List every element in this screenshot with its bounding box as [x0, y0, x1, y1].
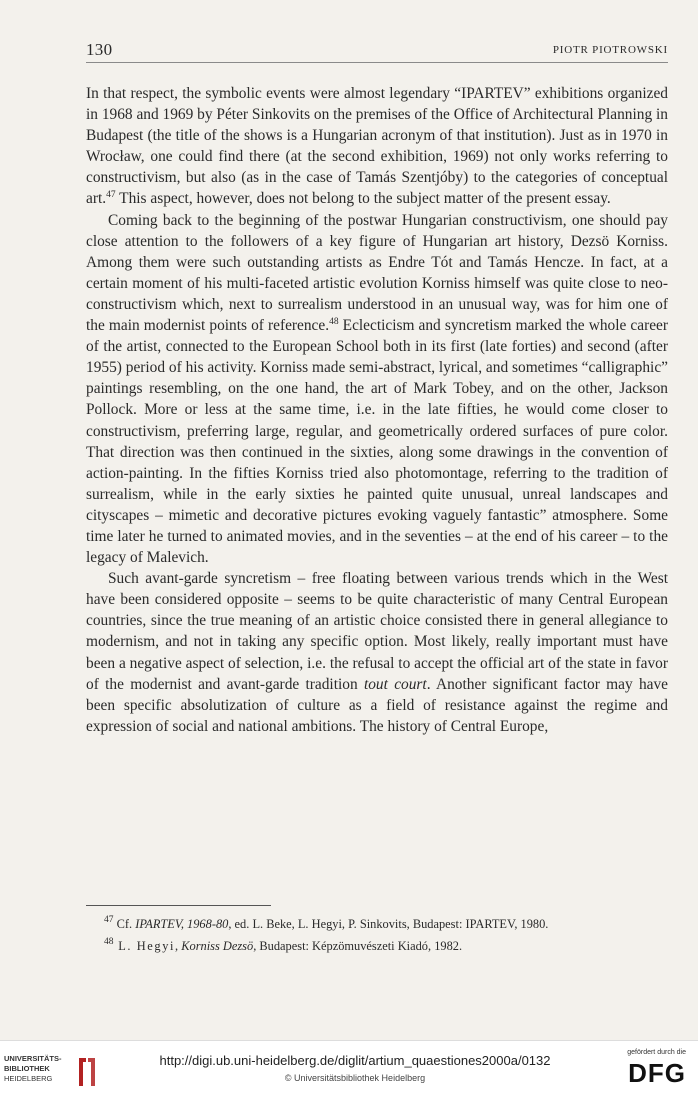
footnote-48: [86, 938, 668, 956]
body-text: [86, 83, 668, 737]
library-name: [4, 1054, 62, 1084]
footnote-rule: [86, 905, 271, 906]
page-number: 130: [86, 40, 113, 59]
paragraph-3-italic: tout court: [363, 675, 427, 693]
copyright-notice: © Universitätsbibliothek Heidelberg: [284, 1073, 426, 1083]
library-name-line2: BIBLIOTHEK: [4, 1064, 50, 1073]
paragraph-1-text-a: In that respect, the symbolic events were almost legendary “IPARTEV” exhibitions organized in 1968 and 1969 by Péter Sinkovits on the premises of the Office of Architectural Planning in Budapest (the title of the shows is a Hungarian acronym of that institution). Just as in 1970 in Wrocław, one could find there (at the second exhibition, 1969) not only works referring to constructivism, but also (as in the case of Tamás Szentjóby) to the categories of conceptual art.: [86, 85, 668, 208]
footnote-48-post: , Budapest: Képzömuvészeti Kiadó, 1982.: [253, 938, 463, 953]
header-rule: [86, 62, 668, 63]
dfg-logo[interactable]: [606, 1049, 686, 1089]
dfg-wordmark: DFG: [628, 1058, 686, 1088]
footnote-47-number: 47: [104, 915, 114, 925]
page-header: [86, 40, 668, 64]
library-name-line3: HEIDELBERG: [4, 1074, 53, 1083]
footnotes: [86, 916, 668, 959]
footnote-47-post: , ed. L. Beke, L. Hegyi, P. Sinkovits, Budapest: IPARTEV, 1980.: [228, 917, 549, 931]
footnote-48-number: 48: [104, 936, 114, 947]
footnote-48-sep: ,: [175, 938, 182, 953]
funded-by-label: gefördert durch die: [627, 1049, 686, 1056]
paragraph-3: [86, 568, 668, 737]
footnote-48-author: L. Hegyi: [113, 938, 176, 953]
library-emblem-icon: [76, 1054, 98, 1090]
paragraph-3-text-a: Such avant-garde syncretism – free floating between various trends which in the West have been considered opposite – seems to be quite characteristic of many Central European countries, since the true meaning of an artistic choice consisted there in general allegiance to modernism, and not in taking any specific option. Most likely, really important must have been a negative aspect of selection, i.e. the refusal to accept the official art of the state in favor of the modernist and avant-garde tradition: [86, 570, 668, 693]
permalink-url[interactable]: http://digi.ub.uni-heidelberg.de/diglit/artium_quaestiones2000a/0132: [159, 1053, 551, 1068]
footnote-47-pre: Cf.: [113, 917, 136, 931]
footnote-ref-47: 47: [106, 190, 116, 201]
running-head: PIOTR PIOTROWSKI: [552, 44, 668, 56]
footnote-48-title: Korniss Dezsö: [181, 938, 254, 953]
digitization-footer: [0, 1040, 698, 1093]
paragraph-1-text-b: This aspect, however, does not belong to the subject matter of the present essay.: [115, 190, 611, 208]
footnote-ref-48: 48: [329, 317, 339, 328]
paragraph-2: [86, 210, 668, 569]
footnote-47: [86, 916, 668, 934]
paragraph-2-text-b: Eclecticism and syncretism marked the whole career of the artist, connected to the European School both in its first (late forties) and second (after 1955) period of his activity. Korniss made semi-abstract, lyrical, and sometimes “calligraphic” paintings resembling, on the one hand, the art of Mark Tobey, and on the other, Jackson Pollock. More or less at the same time, i.e. in the late fifties, he would come closer to constructivism, preferring large, regular, and geometrically ordered surfaces of pure color. That direction was then continued in the sixties, along some drawings in the convention of action-painting. In the fifties Korniss tried also photomontage, referring to the tradition of surrealism, while in the early sixties he painted quite unusual, unreal landscapes and cityscapes – mimetic and decorative pictures evoking vaguely fantastic” atmosphere. Some time later he turned to animated movies, and in the seventies – at the end of his career – to the legacy of Malevich.: [86, 317, 668, 567]
library-name-line1: UNIVERSITÄTS-: [4, 1054, 62, 1063]
paragraph-1: [86, 83, 668, 210]
footnote-47-title: IPARTEV, 1968-80: [135, 917, 229, 931]
paragraph-2-text-a: Coming back to the beginning of the postwar Hungarian constructivism, one should pay close attention to the followers of a key figure of Hungarian art history, Dezsö Korniss. Among them were such outstanding artists as Endre Tót and Tamás Hencze. In fact, at a certain moment of his multi-faceted artistic evolution Korniss himself was quite close to neo-constructivism which, next to surrealism understood in an unusual way, was for him one of the main modernist points of reference.: [86, 211, 668, 335]
library-logo[interactable]: [4, 1054, 94, 1090]
paragraph-3-text-b: . Another significant factor may have been specific absolutization of culture as a field of resistance against the regime and expression of social and national ambitions. The history of Central Europe,: [86, 675, 668, 735]
